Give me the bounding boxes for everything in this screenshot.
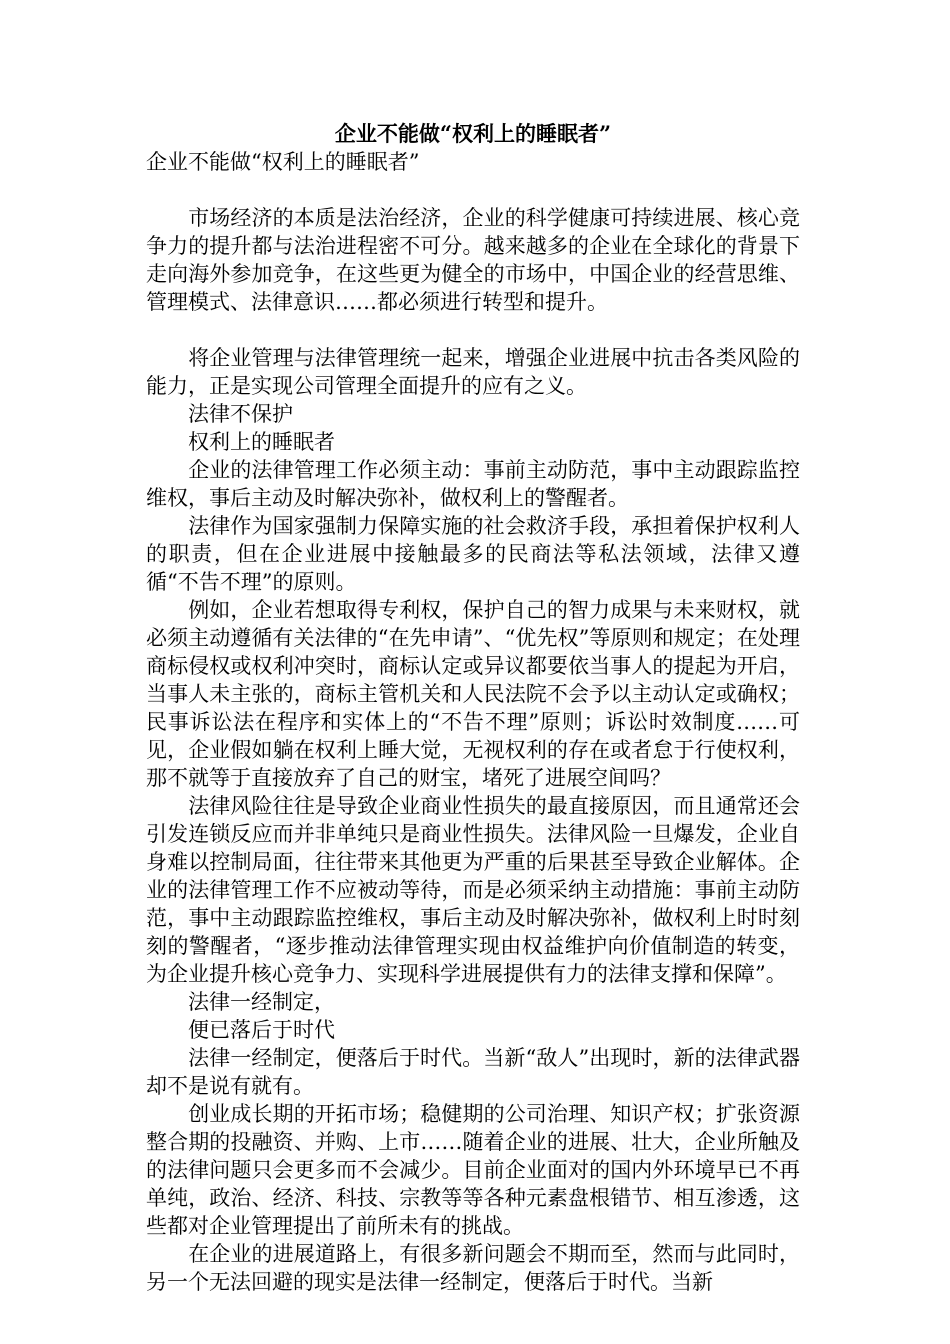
section-heading-2-line-2: 便已落后于时代 <box>146 1018 335 1042</box>
paragraph-5: 例如，企业若想取得专利权，保护自己的智力成果与未来财权，就必须主动遵循有关法律的“在先申请”、“优先权”等原则和规定；在处理商标侵权或权利冲突时，商标认定或异议都要依当事人的提起为开启，当事人未主张的，商标主管机关和人民法院不会予以主动认定或确权；民事诉讼法在程序和实体上的“不告不理”原则；诉讼时效制度……可见，企业假如躺在权利上睡大觉，无视权利的存在或者怠于行使权利，那不就等于直接放弃了自己的财宝，堵死了进展空间吗？ <box>146 598 800 790</box>
document-title: 企业不能做“权利上的睡眠者” <box>334 121 612 146</box>
paragraph-2: 将企业管理与法律管理统一起来，增强企业进展中抗击各类风险的能力，正是实现公司管理全面提升的应有之义。 <box>146 346 800 398</box>
paragraph-6: 法律风险往往是导致企业商业性损失的最直接原因，而且通常还会引发连锁反应而并非单纯只是商业性损失。法律风险一旦爆发，企业自身难以控制局面，往往带来其他更为严重的后果甚至导致企业解体。企业的法律管理工作不应被动等待，而是必须采纳主动措施：事前主动防范，事中主动跟踪监控维权，事后主动及时解决弥补，做权利上时时刻刻的警醒者，“逐步推动法律管理实现由权益维护向价值制造的转变，为企业提升核心竞争力、实现科学进展提供有力的法律支撑和保障”。 <box>146 794 800 986</box>
paragraph-8: 创业成长期的开拓市场；稳健期的公司治理、知识产权；扩张资源整合期的投融资、并购、上市……随着企业的进展、壮大，企业所触及的法律问题只会更多而不会减少。目前企业面对的国内外环境早已不再单纯，政治、经济、科技、宗教等等各种元素盘根错节、相互渗透，这些都对企业管理提出了前所未有的挑战。 <box>146 1102 800 1238</box>
section-heading-line-2: 权利上的睡眠者 <box>146 430 335 454</box>
paragraph-3: 企业的法律管理工作必须主动：事前主动防范，事中主动跟踪监控维权，事后主动及时解决弥补，做权利上的警醒者。 <box>146 458 800 510</box>
paragraph-9: 在企业的进展道路上，有很多新问题会不期而至，然而与此同时，另一个无法回避的现实是法律一经制定，便落后于时代。当新 <box>146 1242 800 1294</box>
blank-line <box>146 176 800 204</box>
paragraph-1: 市场经济的本质是法治经济，企业的科学健康可持续进展、核心竞争力的提升都与法治进程密不可分。越来越多的企业在全球化的背景下走向海外参加竞争，在这些更为健全的市场中，中国企业的经营思维、管理模式、法律意识……都必须进行转型和提升。 <box>146 206 800 314</box>
section-heading-2-line-1: 法律一经制定， <box>146 990 335 1014</box>
document-page <box>146 120 800 1296</box>
paragraph-4: 法律作为国家强制力保障实施的社会救济手段，承担着保护权利人的职责，但在企业进展中接触最多的民商法等私法领域，法律又遵循“不告不理”的原则。 <box>146 514 800 594</box>
paragraph-7: 法律一经制定，便落后于时代。当新“敌人”出现时，新的法律武器却不是说有就有。 <box>146 1046 800 1098</box>
document-subtitle: 企业不能做“权利上的睡眠者” <box>146 150 420 174</box>
section-heading-line-1: 法律不保护 <box>146 402 293 426</box>
blank-line <box>146 316 800 344</box>
